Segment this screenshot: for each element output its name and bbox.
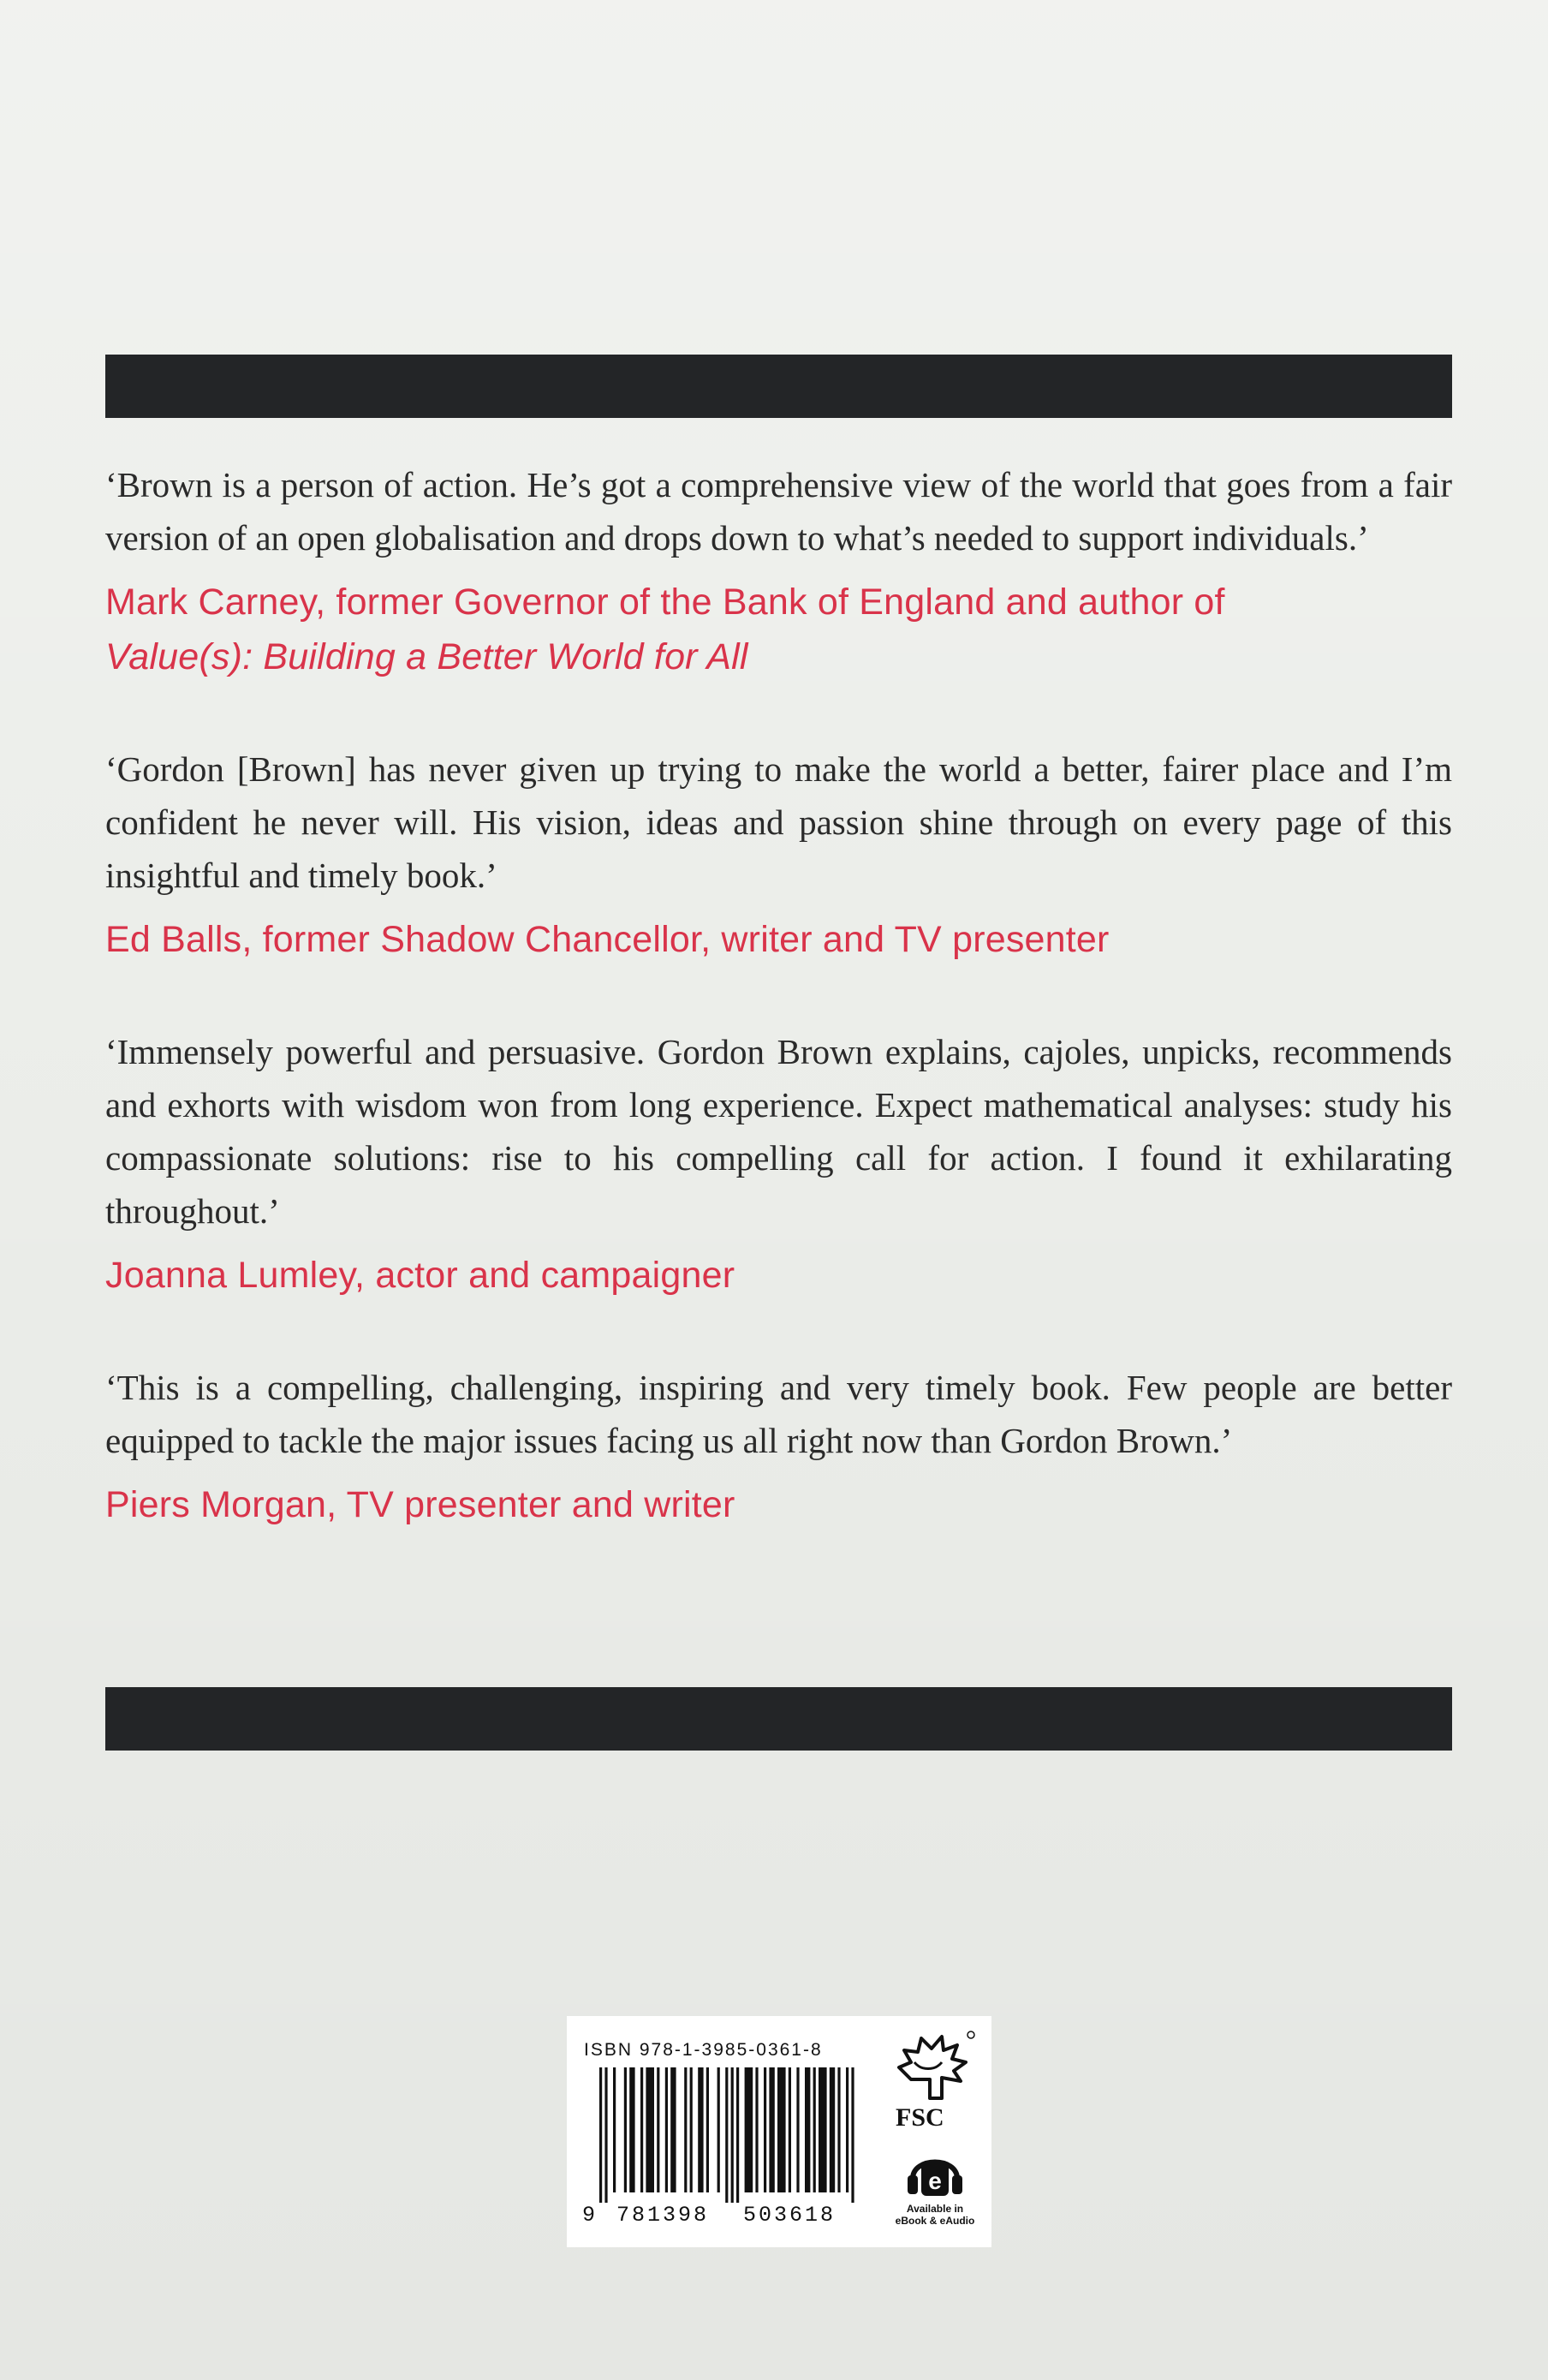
isbn-label: ISBN 978-1-3985-0361-8 <box>584 2040 823 2060</box>
barcode-bar <box>777 2067 786 2192</box>
barcode-bar <box>764 2067 766 2192</box>
barcode-bar <box>706 2067 709 2192</box>
barcode-bar <box>670 2067 676 2192</box>
quote-attribution <box>105 575 1452 684</box>
ebook-label-line1: Available in <box>906 2203 964 2215</box>
ebook-headphones-icon <box>904 2141 966 2203</box>
barcode-bar <box>604 2067 607 2203</box>
barcode-digits-left: 781398 <box>616 2203 710 2228</box>
barcode-bar <box>796 2067 799 2192</box>
endorsement-lumley <box>105 1025 1452 1303</box>
attribution-name: Mark Carney, former Governor of the Bank of England and author of <box>105 582 1225 623</box>
barcode-bar <box>819 2067 827 2192</box>
endorsement-carney <box>105 458 1452 684</box>
barcode-bar <box>731 2067 734 2203</box>
barcode-bar <box>717 2067 720 2192</box>
endorsement-morgan <box>105 1361 1452 1532</box>
quote-text: ‘Gordon [Brown] has never given up trying to make the world a better, fairer place and I’m confident he never will. His vision, ideas and passion shine through on every page of this insightful and timely book.’ <box>105 749 1452 895</box>
quote-attribution: Joanna Lumley, actor and campaigner <box>105 1255 735 1296</box>
attribution-book-title: Value(s): Building a Better World for All <box>105 636 748 677</box>
barcode-bar <box>690 2067 693 2192</box>
quote-text: ‘This is a compelling, challenging, inspiring and very timely book. Few people are better equipped to tackle the major issues facing us all right now than Gordon Brown.’ <box>105 1368 1452 1460</box>
barcode-bar <box>698 2067 703 2192</box>
barcode-panel <box>567 2016 991 2247</box>
barcode-bar <box>599 2067 602 2203</box>
quote-text: ‘Immensely powerful and persuasive. Gordon Brown explains, cajoles, unpicks, recommends and exhorts with wisdom won from long experience. Expect mathematical analyses: study his compassionate solutions: rise to his compelling call for action. I found it exhilarating throughout.’ <box>105 1032 1452 1231</box>
barcode-bar <box>830 2067 835 2192</box>
barcode-bar <box>846 2067 848 2192</box>
barcode-bar <box>745 2067 753 2192</box>
quote-text: ‘Brown is a person of action. He’s got a comprehensive view of the world that goes from a fair version of an open globalisation and drops down to what’s needed to support individuals.’ <box>105 465 1452 558</box>
svg-text:e: e <box>928 2168 942 2194</box>
ebook-label-line2: eBook & eAudio <box>895 2215 975 2227</box>
endorsements <box>105 458 1452 1532</box>
bottom-divider-bar <box>105 1687 1452 1751</box>
quote-attribution: Ed Balls, former Shadow Chancellor, writer and TV presenter <box>105 919 1110 960</box>
barcode-bar <box>640 2067 643 2192</box>
barcode-digit-lead: 9 <box>582 2203 596 2228</box>
barcode-bar <box>813 2067 816 2192</box>
barcode-bar <box>613 2067 616 2192</box>
barcode-bar <box>646 2067 654 2192</box>
barcode-bar <box>769 2067 774 2192</box>
barcode-bar <box>851 2067 854 2203</box>
barcode-bar <box>755 2067 758 2192</box>
barcode-bar <box>684 2067 687 2192</box>
barcode-bar <box>736 2067 739 2203</box>
top-divider-bar <box>105 355 1452 418</box>
barcode-bar <box>789 2067 791 2192</box>
barcode-bar <box>837 2067 840 2192</box>
quote-attribution: Piers Morgan, TV presenter and writer <box>105 1484 735 1525</box>
fsc-tree-icon <box>892 2028 978 2103</box>
barcode-bar <box>624 2067 627 2192</box>
fsc-label: FSC <box>896 2103 944 2132</box>
barcode-digits-right: 503618 <box>743 2203 837 2228</box>
ebook-label <box>892 2203 978 2227</box>
barcode-bar <box>665 2067 668 2192</box>
endorsement-balls <box>105 743 1452 967</box>
barcode-icon <box>582 2067 865 2203</box>
barcode-bar <box>629 2067 634 2192</box>
barcode-bar <box>725 2067 728 2203</box>
barcode-bar <box>657 2067 659 2192</box>
barcode-bar <box>805 2067 810 2192</box>
